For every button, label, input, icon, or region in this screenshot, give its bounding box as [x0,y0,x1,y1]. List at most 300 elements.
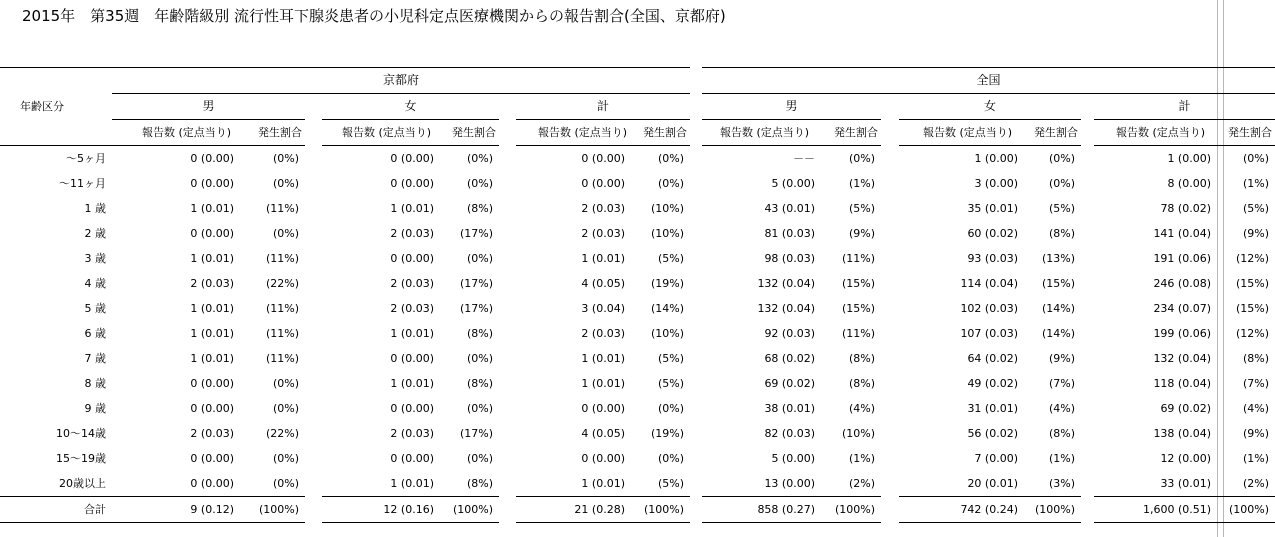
report-count-cell: 49 (0.02) [967,377,1019,390]
column-gap [499,271,516,296]
column-gap [881,421,899,446]
reports-header: 報告数 (定点当り) [1094,120,1214,146]
rate-cell: (0%) [1048,152,1076,165]
rate-cell: (1%) [848,452,876,465]
column-gap [881,396,899,421]
rate-cell: (12%) [1235,252,1270,265]
report-count-cell: 38 (0.01) [764,402,816,415]
column-gap [499,246,516,271]
report-count-cell: 1 (0.01) [190,252,234,265]
table-row [0,371,1275,396]
report-count-cell: 0 (0.00) [190,377,234,390]
report-count-cell: 3 (0.00) [974,177,1019,190]
rate-cell: (14%) [650,302,685,315]
rate-cell: (8%) [1048,427,1076,440]
report-count-cell: 1 (0.01) [190,352,234,365]
zenkoku-female-header: 女 [899,94,1081,120]
report-count-cell: 1 (0.01) [190,327,234,340]
rate-cell: (3%) [1048,477,1076,490]
report-count-cell: 132 (0.04) [757,302,816,315]
rate-cell: (0%) [272,377,299,390]
age-column-header: 年齢区分 [0,68,112,146]
rate-cell: (0%) [466,452,493,465]
report-count-cell: 0 (0.00) [190,402,234,415]
column-gap [690,421,702,446]
column-gap [881,471,899,497]
column-gap [1081,321,1094,346]
report-count-cell: 9 (0.12) [112,497,237,523]
column-gap [881,321,899,346]
age-label: 8 歳 [84,377,106,390]
total-row [0,497,1275,523]
report-count-cell: 107 (0.03) [960,327,1019,340]
column-gap [690,497,702,523]
rate-cell: (14%) [1041,327,1076,340]
rate-cell: (0%) [466,352,493,365]
rate-cell: (11%) [265,202,299,215]
column-gap [690,296,702,321]
column-gap [305,497,322,523]
report-count-cell: 1,600 (0.51) [1094,497,1214,523]
report-count-cell: 132 (0.04) [1153,352,1212,365]
column-gap [305,146,322,172]
report-count-cell: 7 (0.00) [974,452,1019,465]
rate-cell: (15%) [1235,277,1270,290]
column-gap [1081,171,1094,196]
rate-header: 発生割合 [237,120,305,146]
column-gap [499,146,516,172]
rate-cell: (11%) [265,252,299,265]
report-count-cell: 0 (0.00) [581,177,625,190]
report-count-cell: 2 (0.03) [390,302,434,315]
report-count-cell: 132 (0.04) [757,277,816,290]
report-count-cell: 1 (0.01) [581,477,625,490]
column-gap [499,221,516,246]
rate-cell: (17%) [459,302,493,315]
column-gap [690,471,702,497]
column-gap [1081,471,1094,497]
column-gap [499,296,516,321]
rate-cell: (5%) [657,377,685,390]
rate-cell: (8%) [848,352,876,365]
rate-cell: (0%) [1242,152,1270,165]
report-count-cell: 1 (0.01) [190,302,234,315]
report-count-cell: 0 (0.00) [390,352,434,365]
table-row [0,246,1275,271]
rate-cell: (5%) [848,202,876,215]
column-gap [690,396,702,421]
report-count-cell: 98 (0.03) [764,252,816,265]
column-gap [881,497,899,523]
column-gap [305,471,322,497]
report-count-cell: 81 (0.03) [764,227,816,240]
rate-cell: (8%) [466,327,493,340]
zenkoku-total-header: 計 [1094,94,1275,120]
rate-cell: (19%) [650,427,685,440]
report-count-cell: 31 (0.01) [967,402,1019,415]
column-gap [690,371,702,396]
rate-cell: (0%) [657,152,685,165]
rate-cell: (5%) [1048,202,1076,215]
column-gap [690,196,702,221]
rate-cell: (0%) [272,177,299,190]
report-count-cell: 3 (0.04) [581,302,625,315]
rate-cell: (11%) [841,327,876,340]
rate-cell: (8%) [848,377,876,390]
column-gap [690,446,702,471]
report-count-cell: 2 (0.03) [390,227,434,240]
column-gap [499,196,516,221]
age-label: 6 歳 [84,327,106,340]
rate-cell: (100%) [1214,497,1275,523]
report-count-cell: 0 (0.00) [190,227,234,240]
report-count-cell: 13 (0.00) [764,477,816,490]
column-gap [305,396,322,421]
rate-cell: (0%) [657,452,685,465]
report-count-cell: 0 (0.00) [390,402,434,415]
column-gap [690,271,702,296]
report-count-cell: 2 (0.03) [581,327,625,340]
report-count-cell: 1 (0.01) [390,477,434,490]
age-label: 7 歳 [84,352,106,365]
column-gap [881,196,899,221]
table-row [0,296,1275,321]
report-count-cell: 102 (0.03) [960,302,1019,315]
report-count-cell: 858 (0.27) [702,497,818,523]
kyoto-header: 京都府 [112,68,690,94]
rate-cell: (15%) [1235,302,1270,315]
rate-cell: (0%) [272,152,299,165]
report-count-cell: －－ [793,152,816,165]
rate-cell: (100%) [437,497,499,523]
report-count-cell: 0 (0.00) [581,402,625,415]
column-gap [690,171,702,196]
rate-cell: (22%) [265,277,299,290]
column-gap [305,296,322,321]
report-count-cell: 64 (0.02) [967,352,1019,365]
rate-cell: (0%) [657,177,685,190]
rate-header: 発生割合 [1214,120,1275,146]
report-count-cell: 12 (0.00) [1160,452,1212,465]
age-label: 9 歳 [84,402,106,415]
column-gap [499,497,516,523]
rate-cell: (4%) [1048,402,1076,415]
rate-cell: (9%) [848,227,876,240]
column-gap [881,171,899,196]
age-label: 2 歳 [84,227,106,240]
age-label: 1 歳 [84,202,106,215]
table-row [0,471,1275,497]
rate-cell: (0%) [272,452,299,465]
column-gap [690,221,702,246]
column-gap [1081,396,1094,421]
column-gap [1081,246,1094,271]
rate-cell: (17%) [459,227,493,240]
report-count-cell: 0 (0.00) [390,252,434,265]
column-gap [499,396,516,421]
rate-cell: (0%) [272,227,299,240]
report-count-cell: 0 (0.00) [390,177,434,190]
column-gap [1081,421,1094,446]
report-count-cell: 93 (0.03) [967,252,1019,265]
column-gap [1081,271,1094,296]
rate-cell: (11%) [265,302,299,315]
rate-cell: (10%) [841,427,876,440]
report-count-cell: 4 (0.05) [581,277,625,290]
report-count-cell: 1 (0.00) [1167,152,1212,165]
report-count-cell: 141 (0.04) [1153,227,1212,240]
table-row [0,146,1275,172]
report-count-cell: 0 (0.00) [190,452,234,465]
rate-cell: (0%) [1048,177,1076,190]
rate-header: 発生割合 [1021,120,1081,146]
rate-cell: (0%) [272,477,299,490]
column-gap [881,271,899,296]
report-count-cell: 234 (0.07) [1153,302,1212,315]
column-gap [690,321,702,346]
age-label: 10～14歳 [56,427,106,440]
kyoto-male-header: 男 [112,94,305,120]
report-count-cell: 60 (0.02) [967,227,1019,240]
rate-cell: (2%) [1242,477,1270,490]
table-row [0,421,1275,446]
reports-header: 報告数 (定点当り) [322,120,437,146]
report-count-cell: 0 (0.00) [390,452,434,465]
age-label: 15～19歳 [56,452,106,465]
column-gap [881,221,899,246]
column-gap [690,246,702,271]
rate-cell: (0%) [657,402,685,415]
report-count-cell: 33 (0.01) [1160,477,1212,490]
rate-cell: (14%) [1041,302,1076,315]
column-gap [305,371,322,396]
age-label: 4 歳 [84,277,106,290]
rate-cell: (4%) [848,402,876,415]
reports-header: 報告数 (定点当り) [899,120,1021,146]
rate-cell: (1%) [1242,177,1270,190]
column-gap [1081,296,1094,321]
report-count-cell: 69 (0.02) [764,377,816,390]
report-count-cell: 35 (0.01) [967,202,1019,215]
column-gap [881,346,899,371]
report-count-cell: 742 (0.24) [899,497,1021,523]
report-count-cell: 0 (0.00) [190,177,234,190]
zenkoku-male-header: 男 [702,94,881,120]
report-count-cell: 69 (0.02) [1160,402,1212,415]
rate-cell: (15%) [841,277,876,290]
age-label: 合計 [0,497,112,523]
column-gap [499,471,516,497]
kyoto-total-header: 計 [516,94,690,120]
age-label: 5 歳 [84,302,106,315]
rate-header: 発生割合 [818,120,881,146]
rate-cell: (7%) [1048,377,1076,390]
report-count-cell: 118 (0.04) [1153,377,1212,390]
column-gap [1081,346,1094,371]
column-gap [881,296,899,321]
rate-cell: (13%) [1041,252,1076,265]
rate-cell: (0%) [466,252,493,265]
report-count-cell: 1 (0.01) [390,377,434,390]
reports-header: 報告数 (定点当り) [112,120,237,146]
column-gap [881,246,899,271]
column-gap [499,371,516,396]
rate-cell: (10%) [650,327,685,340]
rate-cell: (4%) [1242,402,1270,415]
column-gap [1081,446,1094,471]
report-count-cell: 0 (0.00) [581,452,625,465]
report-count-cell: 1 (0.01) [581,377,625,390]
report-count-cell: 0 (0.00) [190,477,234,490]
rate-cell: (2%) [848,477,876,490]
column-gap [1081,196,1094,221]
rate-cell: (0%) [272,402,299,415]
age-label: ～5ヶ月 [66,152,106,165]
column-gap [1081,146,1094,172]
column-gap [305,321,322,346]
report-count-cell: 92 (0.03) [764,327,816,340]
age-label: ～11ヶ月 [59,177,106,190]
rate-cell: (5%) [657,352,685,365]
rate-cell: (15%) [841,302,876,315]
report-count-cell: 1 (0.01) [390,327,434,340]
report-count-cell: 199 (0.06) [1153,327,1212,340]
rate-cell: (8%) [1242,352,1270,365]
column-gap [305,271,322,296]
column-gap [305,446,322,471]
report-count-cell: 56 (0.02) [967,427,1019,440]
report-count-cell: 43 (0.01) [764,202,816,215]
column-gap [499,171,516,196]
rate-cell: (11%) [841,252,876,265]
report-count-cell: 2 (0.03) [581,227,625,240]
age-label: 3 歳 [84,252,106,265]
column-gap [690,146,702,172]
report-count-cell: 4 (0.05) [581,427,625,440]
rate-cell: (8%) [1048,227,1076,240]
rate-cell: (22%) [265,427,299,440]
rate-cell: (17%) [459,277,493,290]
rate-cell: (5%) [657,477,685,490]
rate-cell: (15%) [1041,277,1076,290]
rate-header: 発生割合 [437,120,499,146]
report-count-cell: 0 (0.00) [390,152,434,165]
report-count-cell: 12 (0.16) [322,497,437,523]
report-count-cell: 82 (0.03) [764,427,816,440]
report-count-cell: 0 (0.00) [581,152,625,165]
page-title: 2015年 第35週 年齢階級別 流行性耳下腺炎患者の小児科定点医療機関からの報告割合(全国、京都府) [22,7,726,25]
column-gap [499,446,516,471]
report-count-cell: 78 (0.02) [1160,202,1212,215]
column-gap [305,346,322,371]
column-gap [305,221,322,246]
column-gap [1081,221,1094,246]
column-gap [305,196,322,221]
column-gap [1081,497,1094,523]
column-gap [499,346,516,371]
table-row [0,221,1275,246]
report-count-cell: 21 (0.28) [516,497,628,523]
reports-header: 報告数 (定点当り) [702,120,818,146]
report-count-cell: 2 (0.03) [581,202,625,215]
rate-cell: (1%) [1048,452,1076,465]
rate-cell: (10%) [650,202,685,215]
report-count-cell: 1 (0.01) [190,202,234,215]
rate-cell: (9%) [1242,427,1270,440]
report-count-cell: 114 (0.04) [960,277,1019,290]
column-gap [881,446,899,471]
report-count-cell: 2 (0.03) [190,427,234,440]
rate-cell: (1%) [1242,452,1270,465]
report-count-cell: 138 (0.04) [1153,427,1212,440]
rate-cell: (11%) [265,327,299,340]
kyoto-female-header: 女 [322,94,499,120]
rate-cell: (10%) [650,227,685,240]
column-gap [881,371,899,396]
rate-cell: (0%) [466,152,493,165]
table-row [0,271,1275,296]
report-count-cell: 20 (0.01) [967,477,1019,490]
report-count-cell: 8 (0.00) [1167,177,1212,190]
rate-cell: (0%) [848,152,876,165]
column-gap [305,171,322,196]
rate-cell: (5%) [657,252,685,265]
rate-cell: (100%) [818,497,881,523]
column-gap [305,421,322,446]
rate-cell: (100%) [237,497,305,523]
table-row [0,346,1275,371]
column-gap [881,146,899,172]
rate-cell: (17%) [459,427,493,440]
column-gap [305,246,322,271]
column-gap [1081,371,1094,396]
rate-cell: (100%) [1021,497,1081,523]
rate-cell: (8%) [466,477,493,490]
rate-cell: (5%) [1242,202,1270,215]
rate-cell: (0%) [466,402,493,415]
report-count-cell: 2 (0.03) [390,277,434,290]
report-count-cell: 246 (0.08) [1153,277,1212,290]
table-row [0,196,1275,221]
column-gap [690,346,702,371]
report-count-cell: 68 (0.02) [764,352,816,365]
rate-cell: (8%) [466,202,493,215]
rate-cell: (1%) [848,177,876,190]
rate-cell: (12%) [1235,327,1270,340]
age-label: 20歳以上 [59,477,106,490]
report-count-cell: 2 (0.03) [190,277,234,290]
report-count-cell: 1 (0.01) [581,352,625,365]
table-row [0,321,1275,346]
report-count-cell: 1 (0.01) [581,252,625,265]
report-count-cell: 191 (0.06) [1153,252,1212,265]
report-count-cell: 1 (0.01) [390,202,434,215]
rate-cell: (9%) [1242,227,1270,240]
table-row [0,446,1275,471]
column-gap [499,321,516,346]
report-count-cell: 0 (0.00) [190,152,234,165]
report-count-cell: 2 (0.03) [390,427,434,440]
reports-header: 報告数 (定点当り) [516,120,628,146]
rate-cell: (0%) [466,177,493,190]
rate-cell: (9%) [1048,352,1076,365]
rate-cell: (7%) [1242,377,1270,390]
report-count-cell: 5 (0.00) [771,177,816,190]
report-count-cell: 5 (0.00) [771,452,816,465]
report-count-cell: 1 (0.00) [974,152,1019,165]
table-row [0,171,1275,196]
table-row [0,396,1275,421]
